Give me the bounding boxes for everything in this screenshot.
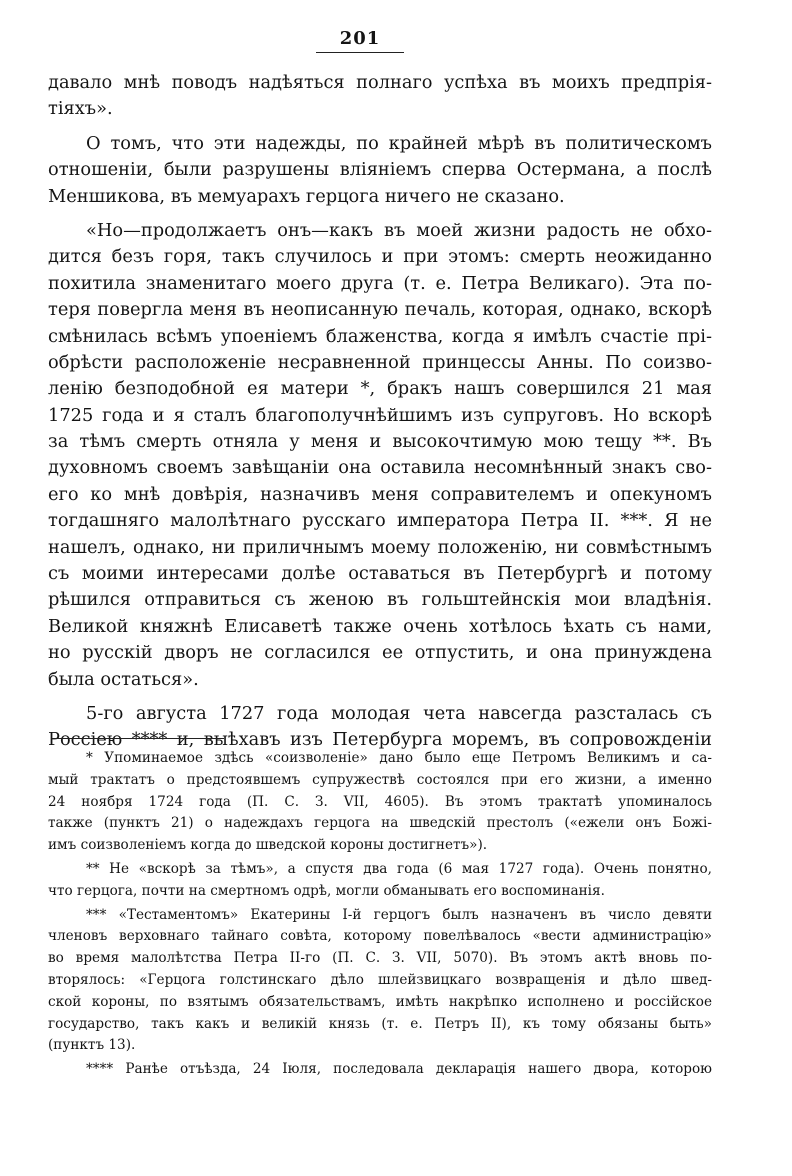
text-line: 5-го августа 1727 года молодая чета навсегда разсталась съ	[86, 702, 712, 724]
footnotes	[48, 748, 712, 1081]
footnote-line: ** Не «вскорѣ за тѣмъ», а спустя два года (6 мая 1727 года). Очень понятно,	[86, 860, 712, 877]
footnote-line: вторялось: «Герцога голстинскаго дѣло шлейзвицкаго возвращенія и дѣло швед-	[48, 971, 712, 988]
text-line: теря повергла меня въ неописанную печаль, которая, однако, вскорѣ	[48, 299, 712, 321]
footnote-line: имъ соизволеніемъ когда до шведской короны достигнетъ»).	[48, 837, 488, 854]
text-line: съ моими интересами долѣе оставаться въ Петербургѣ и потому	[48, 563, 712, 585]
text-line: нашелъ, однако, ни приличнымъ моему положенію, ни совмѣстнымъ	[48, 536, 712, 558]
text-line: Россіею **** и, выѣхавъ изъ Петербурга моремъ, въ сопровожденіи	[48, 729, 712, 751]
text-line: но русскій дворъ не согласился ее отпустить, и она принуждена	[48, 642, 712, 664]
footnote-line: 24 ноября 1724 года (П. С. З. VII, 4605). Въ этомъ трактатѣ упоминалось	[48, 793, 712, 810]
text-line: «Но—продолжаетъ онъ—какъ въ моей жизни радость не обхо-	[86, 219, 712, 241]
header-rule	[316, 52, 404, 53]
text-line: тіяхъ».	[48, 98, 113, 120]
footnote-line: во время малолѣтства Петра II-го (П. С. З. VII, 5070). Въ этомъ актѣ вновь по-	[48, 950, 712, 967]
footnote-line: государство, такъ какъ и великій князь (т. е. Петръ II), къ тому обязаны быть»	[48, 1015, 712, 1032]
text-line: за тѣмъ смерть отняла у меня и высокочтимую мою тещу **. Въ	[48, 431, 712, 453]
text-line: духовномъ своемъ завѣщаніи она оставила несомнѣнный знакъ сво-	[48, 457, 712, 479]
text-line: похитила знаменитаго моего друга (т. е. Петра Великаго). Эта по-	[48, 272, 712, 294]
text-line: Меншикова, въ мемуарахъ герцога ничего не сказано.	[48, 185, 565, 207]
text-line: обрѣсти расположеніе несравненной принцессы Анны. По соизво-	[48, 351, 712, 373]
footnote-line: **** Ранѣе отъѣзда, 24 Іюля, последовала декларація нашего двора, которою	[86, 1061, 712, 1078]
text-line: отношеніи, были разрушены вліяніемъ сперва Остермана, а послѣ	[48, 159, 712, 181]
page-number: 201	[339, 28, 381, 49]
footnote-line: ской короны, по взятымъ обязательствамъ, имѣть накрѣпко исполнено и россійское	[48, 993, 712, 1010]
footnote-line: членовъ верховнаго тайнаго совѣта, которому повелѣвалось «вести администрацію»	[48, 928, 712, 945]
text-line: была остаться».	[48, 668, 199, 690]
text-line: О томъ, что эти надежды, по крайней мѣрѣ въ политическомъ	[86, 132, 712, 154]
text-line: ленію безподобной ея матери *, бракъ нашъ совершился 21 мая	[48, 378, 712, 400]
footnote-line: (пунктъ 13).	[48, 1037, 136, 1054]
text-line: тогдашняго малолѣтнаго русскаго императора Петра II. ***. Я не	[48, 510, 712, 532]
text-line: дится безъ горя, такъ случилось и при этомъ: смерть неожиданно	[48, 246, 712, 268]
text-line: 1725 года и я сталъ благополучнѣйшимъ изъ супруговъ. Но вскорѣ	[48, 404, 712, 426]
text-line: давало мнѣ поводъ надѣяться полнаго успѣха въ моихъ предпрія-	[48, 72, 712, 93]
footnote-line: что герцога, почти на смертномъ одрѣ, могли обманывать его воспоминанія.	[48, 882, 605, 899]
text-line: смѣнилась всѣмъ упоеніемъ блаженства, когда я имѣлъ счастіе прі-	[48, 325, 712, 347]
footnote-line: также (пунктъ 21) о надеждахъ герцога на шведскій престолъ («ежели онъ Божі-	[48, 815, 712, 832]
footnote-line: мый трактатъ о предстоявшемъ супружествѣ состоялся при его жизни, а именно	[48, 771, 712, 788]
text-line: его ко мнѣ довѣрія, назначивъ меня соправителемъ и опекуномъ	[48, 483, 712, 505]
main-text	[48, 70, 712, 754]
text-line: рѣшился отправиться съ женою въ гольштейнскія мои владѣнія.	[48, 589, 712, 611]
footnote-line: * Упоминаемое здѣсь «соизволеніе» дано было еще Петромъ Великимъ и са-	[86, 750, 712, 766]
footnote-separator	[52, 738, 224, 739]
footnote-line: *** «Тестаментомъ» Екатерины I-й герцогъ былъ назначенъ въ число девяти	[86, 906, 712, 923]
text-line: Великой княжнѣ Елисаветѣ также очень хотѣлось ѣхать съ нами,	[48, 615, 712, 637]
